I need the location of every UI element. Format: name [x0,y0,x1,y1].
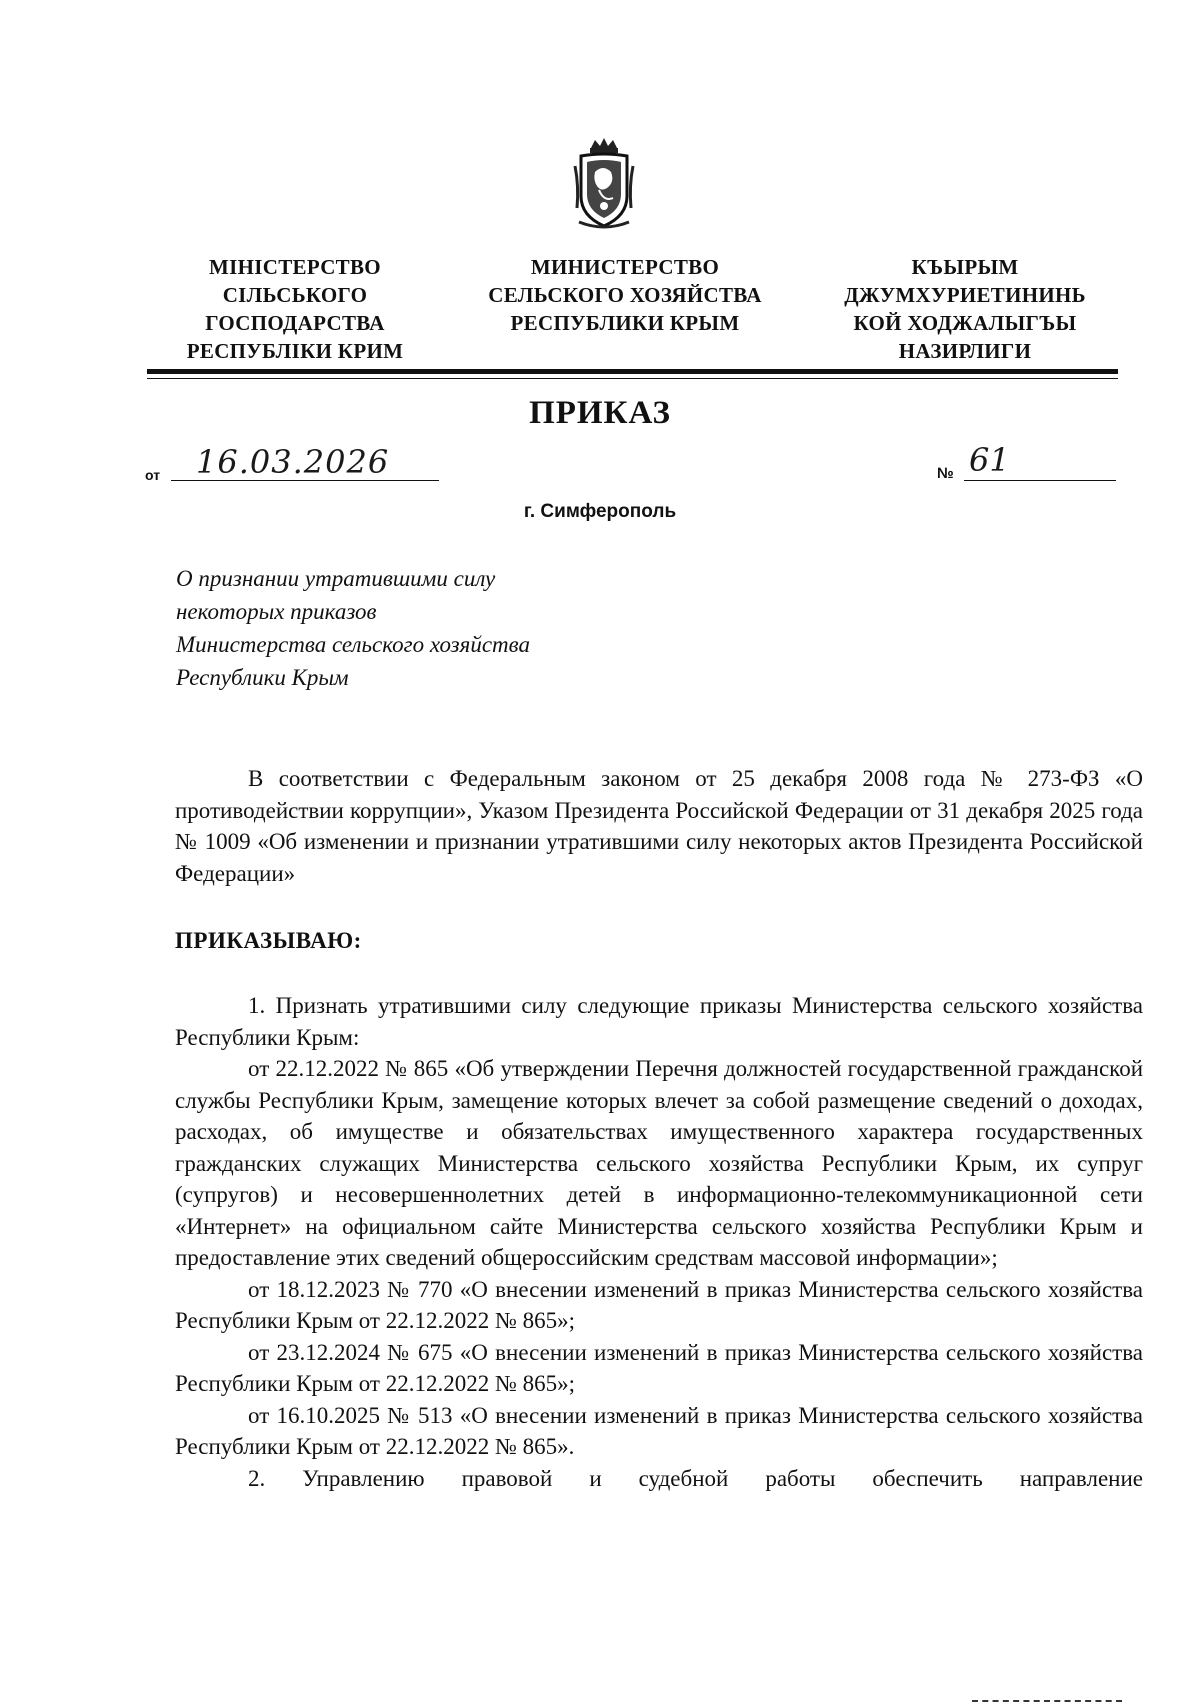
item-1-intro: 1. Признать утратившими силу следующие приказы Министерства сельского хозяйства Республики Крым: [175,993,1143,1050]
subject-line: О признании утратившими силу [176,566,496,591]
order-items [175,990,1143,1494]
ministry-ua-line: МІНІСТЕРСТВО [209,255,381,279]
subject-line: Министерства сельского хозяйства [176,632,530,657]
date-label: от [145,467,161,483]
repealed-order-675: от 23.12.2024 № 675 «О внесении изменений в приказ Министерства сельского хозяйства Республики Крым от 22.12.2022 № 865»; [175,1339,1143,1396]
ministry-ru-line: РЕСПУБЛИКИ КРЫМ [510,311,740,335]
ministry-ru-line: МИНИСТЕРСТВО [530,255,720,279]
ministry-ua-line: СІЛЬСЬКОГО [222,283,368,307]
header-divider-thin [147,378,1118,379]
subject-line: Республики Крым [176,665,349,690]
number-label: № [937,465,954,482]
item-2: 2. Управлению правовой и судебной работы обеспечить направление [248,1465,1143,1491]
ministry-name-ukrainian [170,253,420,365]
decree-heading: ПРИКАЗЫВАЮ: [175,928,362,953]
ministry-crh-line: КЪЫРЫМ [911,255,1019,279]
repealed-order-770: от 18.12.2023 № 770 «О внесении изменений в приказ Министерства сельского хозяйства Республики Крым от 22.12.2022 № 865»; [175,1276,1143,1333]
ministry-name-crimean-tatar [815,253,1115,365]
repealed-order-513: от 16.10.2025 № 513 «О внесении изменений в приказ Министерства сельского хозяйства Республики Крым от 22.12.2022 № 865». [175,1402,1143,1459]
date-value: 16.03.2026 [196,443,390,481]
ministry-ua-line: РЕСПУБЛІКИ КРИМ [186,339,404,363]
page-edge-mark [972,1700,1122,1704]
ministry-crh-line: НАЗИРЛИГИ [898,339,1032,363]
ministry-crh-line: КОЙ ХОДЖАЛЫГЪЫ [853,311,1077,335]
preamble-paragraph: В соответствии с Федеральным законом от 25 декабря 2008 года № 273-ФЗ «О противодействии коррупции», Указом Президента Российской Федерации от 31 декабря 2025 года № 1009 «Об изменении и признании утратившими силу некоторых актов Президента Российской Федерации» [175,766,1143,886]
number-value: 61 [969,441,1010,479]
number-underline [964,480,1116,481]
coat-of-arms-icon [573,136,635,232]
repealed-order-865: от 22.12.2022 № 865 «Об утверждении Перечня должностей государственной гражданской службы Республики Крым, замещение которых влечет за собой размещение сведений о доходах, расходах, об имуществе и обязательствах имущественного характера государственных гражданских служащих Министерства сельского хозяйства Республики Крым, их супруг (супругов) и несовершеннолетних детей в информационно-телекоммуникационной сети «Интернет» на официальном сайте Министерства сельского хозяйства Республики Крым и предоставление этих сведений общероссийским средствам массовой информации»; [175,1056,1143,1270]
ministry-name-russian [455,253,795,337]
ministry-ru-line: СЕЛЬСКОГО ХОЗЯЙСТВА [488,283,762,307]
document-title: ПРИКАЗ [529,395,671,431]
subject-line: некоторых приказов [176,599,377,624]
ministry-crh-line: ДЖУМХУРИЕТИНИНЬ [844,283,1086,307]
ministry-ua-line: ГОСПОДАРСТВА [205,311,385,335]
subject-heading [176,562,530,694]
header-divider-thick [147,369,1118,374]
city-name: г. Симферополь [523,501,677,522]
